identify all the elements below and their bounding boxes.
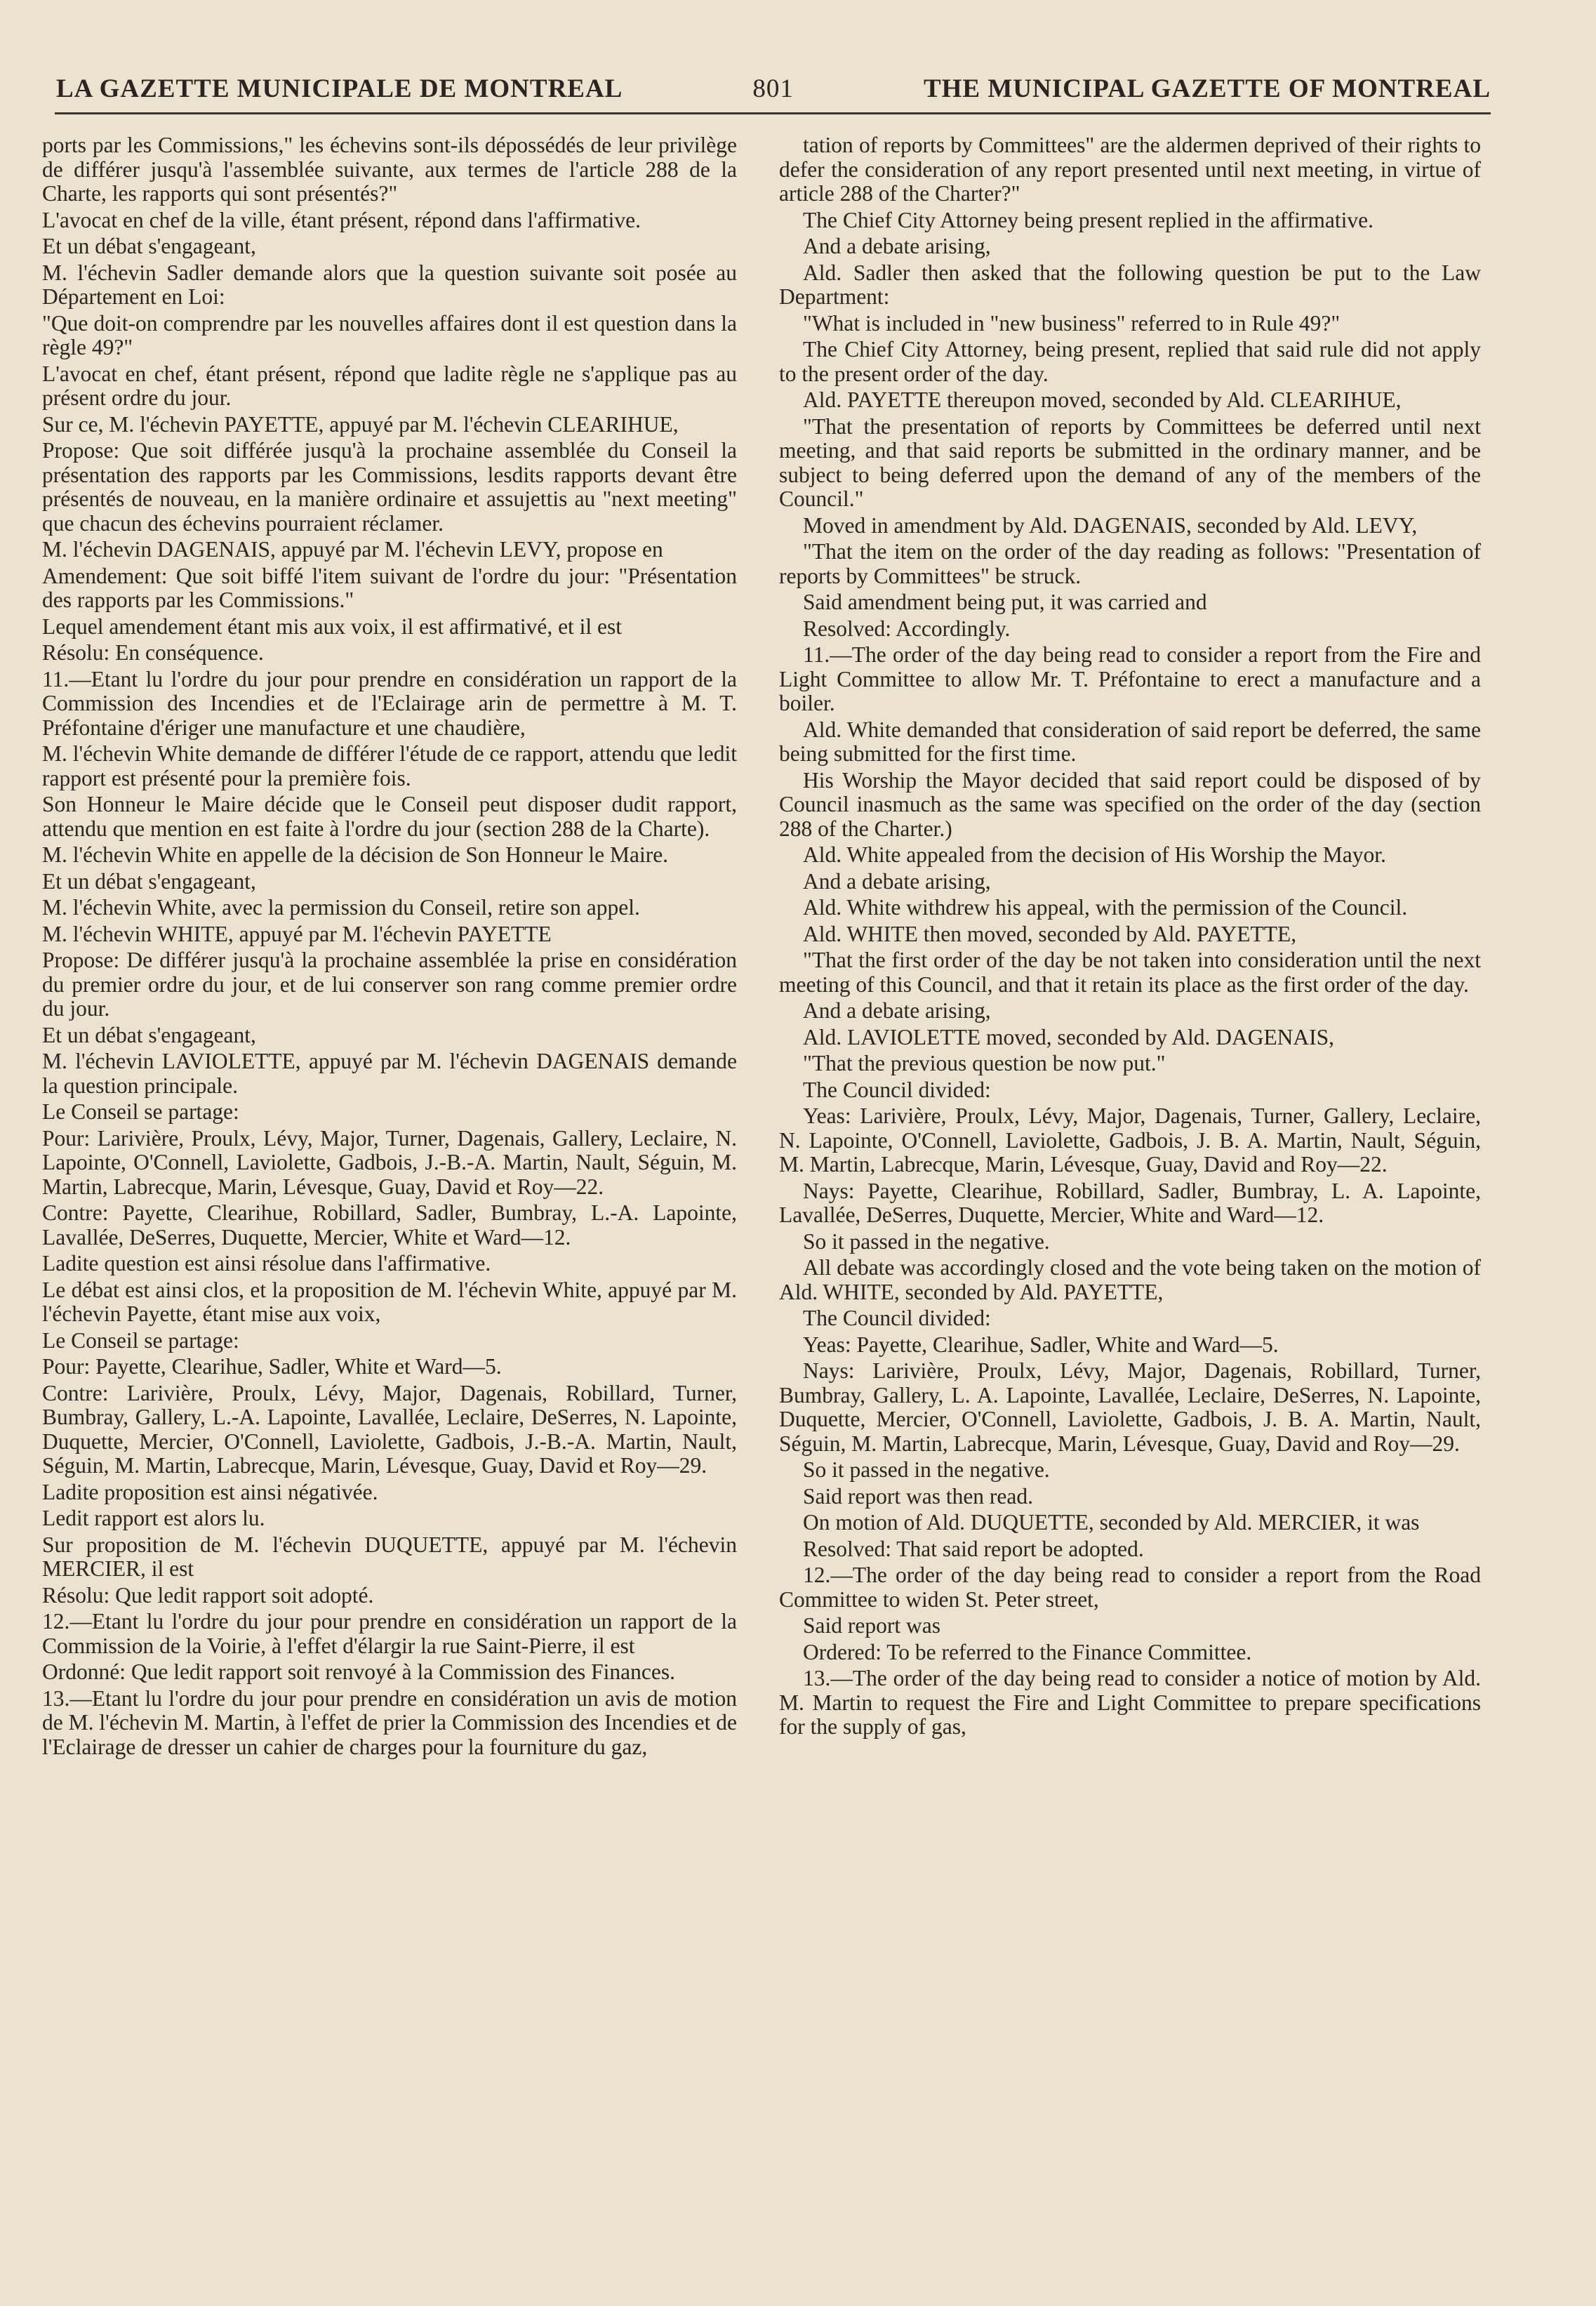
paragraph: So it passed in the negative. bbox=[803, 1228, 1050, 1254]
paragraph: And a debate arising, bbox=[803, 868, 991, 894]
paragraph: Propose: Que soit différée jusqu'à la prochaine assemblée du Conseil la présentation des rapports par les Commissions, lesdits rapports devant être présentés de nouveau, en la manière ordinaire et assujettis au "next meeting" que chacun des échevins pourraient réclamer. bbox=[42, 438, 737, 536]
paragraph: 12.—The order of the day being read to consider a report from the Road Committee to widen St. Peter street, bbox=[779, 1563, 1481, 1612]
paragraph: Said report was bbox=[803, 1613, 940, 1638]
paragraph: "That the item on the order of the day reading as follows: "Presentation of reports by Committees" be struck. bbox=[779, 539, 1481, 588]
paragraph: "That the previous question be now put." bbox=[803, 1051, 1166, 1075]
paragraph: Sur proposition de M. l'échevin DUQUETTE, appuyé par M. l'échevin MERCIER, il est bbox=[42, 1532, 737, 1581]
paragraph: Ald. PAYETTE thereupon moved, seconded by Ald. CLEARIHUE, bbox=[803, 387, 1402, 412]
paragraph: 13.—Etant lu l'ordre du jour pour prendre en considération un avis de motion de M. l'échevin M. Martin, à l'effet de prier la Commission des Incendies et de l'Eclairage de dresser un cahier de charges pour la fourniture du gaz, bbox=[42, 1685, 737, 1759]
paragraph: The Council divided: bbox=[803, 1077, 991, 1102]
paragraph: Amendement: Que soit biffé l'item suivant de l'ordre du jour: "Présentation des rapports par les Commissions." bbox=[42, 563, 737, 612]
header-right-title: THE MUNICIPAL GAZETTE OF MONTREAL bbox=[923, 74, 1491, 103]
paragraph: And a debate arising, bbox=[803, 234, 991, 258]
paragraph: Nays: Payette, Clearihue, Robillard, Sadler, Bumbray, L. A. Lapointe, Lavallée, DeSerres, Duquette, Mercier, White and Ward—12. bbox=[779, 1178, 1481, 1227]
paragraph: Lequel amendement étant mis aux voix, il est affirmativé, et il est bbox=[42, 614, 623, 639]
paragraph: The Council divided: bbox=[803, 1306, 991, 1330]
paragraph: M. l'échevin WHITE, appuyé par M. l'échevin PAYETTE bbox=[42, 921, 552, 946]
paragraph: Pour: Larivière, Proulx, Lévy, Major, Turner, Dagenais, Gallery, Leclaire, N. Lapointe, O'Connell, Laviolette, Gadbois, J.-B.-A. Martin, Nault, Séguin, M. Martin, Labrecque, Marin, Lévesque, Guay, David et Roy—22. bbox=[42, 1125, 737, 1199]
paragraph: Said amendment being put, it was carried and bbox=[803, 590, 1207, 614]
paragraph: M. l'échevin LAVIOLETTE, appuyé par M. l'échevin DAGENAIS demande la question principale. bbox=[42, 1049, 737, 1098]
paragraph: Yeas: Larivière, Proulx, Lévy, Major, Dagenais, Turner, Gallery, Leclaire, N. Lapointe, O'Connell, Laviolette, Gadbois, J. B. A. Martin, Nault, Séguin, M. Martin, Labrecque, Marin, Lévesque, Guay, David and Roy—22. bbox=[779, 1104, 1481, 1177]
french-column bbox=[42, 133, 737, 2281]
paragraph: M. l'échevin White demande de différer l'étude de ce rapport, attendu que ledit rapport est présenté pour la première fois. bbox=[42, 741, 737, 790]
paragraph: So it passed in the negative. bbox=[803, 1457, 1050, 1482]
paragraph: Pour: Payette, Clearihue, Sadler, White et Ward—5. bbox=[42, 1354, 502, 1379]
paragraph: Le débat est ainsi clos, et la proposition de M. l'échevin White, appuyé par M. l'échevin Payette, étant mise aux voix, bbox=[42, 1277, 737, 1326]
paragraph: Ordered: To be referred to the Finance Committee. bbox=[803, 1639, 1252, 1664]
paragraph: 11.—The order of the day being read to consider a report from the Fire and Light Committee to allow Mr. T. Préfontaine to erect a manufacture and a boiler. bbox=[779, 642, 1481, 715]
paragraph: His Worship the Mayor decided that said report could be disposed of by Council inasmuch as the same was specified on the order of the day (section 288 of the Charter.) bbox=[779, 767, 1481, 841]
paragraph: Et un débat s'engageant, bbox=[42, 1022, 256, 1047]
paragraph: Contre: Larivière, Proulx, Lévy, Major, Dagenais, Robillard, Turner, Bumbray, Gallery, L.-A. Lapointe, Lavallée, Leclaire, DeSerres, N. Lapointe, Duquette, Mercier, O'Connell, Laviolette, Gadbois, J.-B.-A. Martin, Nault, Séguin, M. Martin, Labrecque, Marin, Lévesque, Guay, David et Roy—29. bbox=[42, 1380, 737, 1478]
paragraph: Ladite proposition est ainsi négativée. bbox=[42, 1479, 378, 1504]
paragraph: Résolu: Que ledit rapport soit adopté. bbox=[42, 1582, 374, 1608]
paragraph: L'avocat en chef de la ville, étant présent, répond dans l'affirmative. bbox=[42, 207, 641, 232]
header-rule bbox=[55, 112, 1491, 114]
paragraph: Contre: Payette, Clearihue, Robillard, Sadler, Bumbray, L.-A. Lapointe, Lavallée, DeSerres, Duquette, Mercier, White et Ward—12. bbox=[42, 1200, 737, 1250]
paragraph: Said report was then read. bbox=[803, 1483, 1034, 1509]
paragraph: On motion of Ald. DUQUETTE, seconded by Ald. MERCIER, it was bbox=[803, 1510, 1420, 1535]
paragraph: Resolved: Accordingly. bbox=[803, 616, 1011, 641]
paragraph: M. l'échevin DAGENAIS, appuyé par M. l'échevin LEVY, propose en bbox=[42, 537, 663, 562]
paragraph: Ordonné: Que ledit rapport soit renvoyé à la Commission des Finances. bbox=[42, 1659, 675, 1684]
paragraph: ports par les Commissions," les échevins sont-ils dépossédés de leur privilège de différer jusqu'à l'assemblée suivante, aux termes de l'article 288 de la Charte, les rapports qui sont présentés?" bbox=[42, 133, 737, 206]
page-number: 801 bbox=[752, 74, 794, 103]
paragraph: Yeas: Payette, Clearihue, Sadler, White and Ward—5. bbox=[803, 1332, 1279, 1357]
paragraph: tation of reports by Committees" are the aldermen deprived of their rights to defer the consideration of any report presented until next meeting, in virtue of article 288 of the Charter?" bbox=[779, 133, 1481, 206]
paragraph: "That the presentation of reports by Committees be deferred until next meeting, and that said reports be submitted in the ordinary manner, and be subject to being deferred upon the demand of any of the members of the Council." bbox=[779, 413, 1481, 511]
paragraph: Propose: De différer jusqu'à la prochaine assemblée la prise en considération du premier ordre du jour, et de lui conserver son rang comme premier ordre du jour. bbox=[42, 948, 737, 1021]
paragraph: M. l'échevin White en appelle de la décision de Son Honneur le Maire. bbox=[42, 842, 669, 867]
paragraph: Nays: Larivière, Proulx, Lévy, Major, Dagenais, Robillard, Turner, Bumbray, Gallery, L. A. Lapointe, Lavallée, Leclaire, DeSerres, N. Lapointe, Duquette, Mercier, O'Connell, Laviolette, Gadbois, J. B. A. Martin, Nault, Séguin, M. Martin, Labrecque, Marin, Lévesque, Guay, David and Roy—29. bbox=[779, 1358, 1481, 1456]
paragraph: Ledit rapport est alors lu. bbox=[42, 1506, 265, 1530]
paragraph: M. l'échevin White, avec la permission du Conseil, retire son appel. bbox=[42, 895, 640, 920]
paragraph: Le Conseil se partage: bbox=[42, 1327, 239, 1353]
paragraph: L'avocat en chef, étant présent, répond que ladite règle ne s'applique pas au présent ordre du jour. bbox=[42, 361, 737, 410]
paragraph: Et un débat s'engageant, bbox=[42, 868, 256, 894]
paragraph: Ald. White demanded that consideration of said report be deferred, the same being submitted for the first time. bbox=[779, 717, 1481, 766]
paragraph: Sur ce, M. l'échevin PAYETTE, appuyé par M. l'échevin CLEARIHUE, bbox=[42, 411, 679, 437]
paragraph: M. l'échevin Sadler demande alors que la question suivante soit posée au Département en Loi: bbox=[42, 260, 737, 309]
paragraph: Ald. LAVIOLETTE moved, seconded by Ald. DAGENAIS, bbox=[803, 1024, 1335, 1049]
paragraph: Et un débat s'engageant, bbox=[42, 234, 256, 258]
paragraph: "That the first order of the day be not taken into consideration until the next meeting of this Council, and that it retain its place as the first order of the day. bbox=[779, 948, 1481, 997]
paragraph: Son Honneur le Maire décide que le Conseil peut disposer dudit rapport, attendu que mention en est faite à l'ordre du jour (section 288 de la Charte). bbox=[42, 792, 737, 841]
paragraph: Moved in amendment by Ald. DAGENAIS, seconded by Ald. LEVY, bbox=[803, 512, 1418, 538]
paragraph: Ald. WHITE then moved, seconded by Ald. PAYETTE, bbox=[803, 921, 1297, 946]
paragraph: 11.—Etant lu l'ordre du jour pour prendre en considération un rapport de la Commission des Incendies et de l'Eclairage arin de permettre à M. T. Préfontaine d'ériger une manufacture et une chaudière, bbox=[42, 666, 737, 740]
paragraph: The Chief City Attorney being present replied in the affirmative. bbox=[803, 207, 1374, 232]
page-header bbox=[56, 67, 1491, 110]
paragraph: Résolu: En conséquence. bbox=[42, 640, 264, 665]
header-left-title: LA GAZETTE MUNICIPALE DE MONTREAL bbox=[56, 74, 623, 103]
paragraph: The Chief City Attorney, being present, replied that said rule did not apply to the present order of the day. bbox=[779, 337, 1481, 386]
paragraph: Le Conseil se partage: bbox=[42, 1099, 239, 1124]
paragraph: Resolved: That said report be adopted. bbox=[803, 1536, 1144, 1561]
english-column bbox=[779, 133, 1481, 2281]
paragraph: 12.—Etant lu l'ordre du jour pour prendre en considération un rapport de la Commission de la Voirie, à l'effet d'élargir la rue Saint-Pierre, il est bbox=[42, 1609, 737, 1658]
paragraph: And a debate arising, bbox=[803, 998, 991, 1023]
paragraph: Ladite question est ainsi résolue dans l'affirmative. bbox=[42, 1251, 491, 1275]
paragraph: Ald. White withdrew his appeal, with the permission of the Council. bbox=[803, 895, 1408, 920]
paragraph: "What is included in "new business" referred to in Rule 49?" bbox=[803, 310, 1341, 336]
paragraph: Ald. Sadler then asked that the following question be put to the Law Department: bbox=[779, 260, 1481, 309]
paragraph: Ald. White appealed from the decision of His Worship the Mayor. bbox=[803, 842, 1386, 867]
paragraph: 13.—The order of the day being read to consider a notice of motion by Ald. M. Martin to request the Fire and Light Committee to prepare specifications for the supply of gas, bbox=[779, 1666, 1481, 1739]
paragraph: All debate was accordingly closed and the vote being taken on the motion of Ald. WHITE, seconded by Ald. PAYETTE, bbox=[779, 1255, 1481, 1304]
paragraph: "Que doit-on comprendre par les nouvelles affaires dont il est question dans la règle 49?" bbox=[42, 310, 737, 359]
